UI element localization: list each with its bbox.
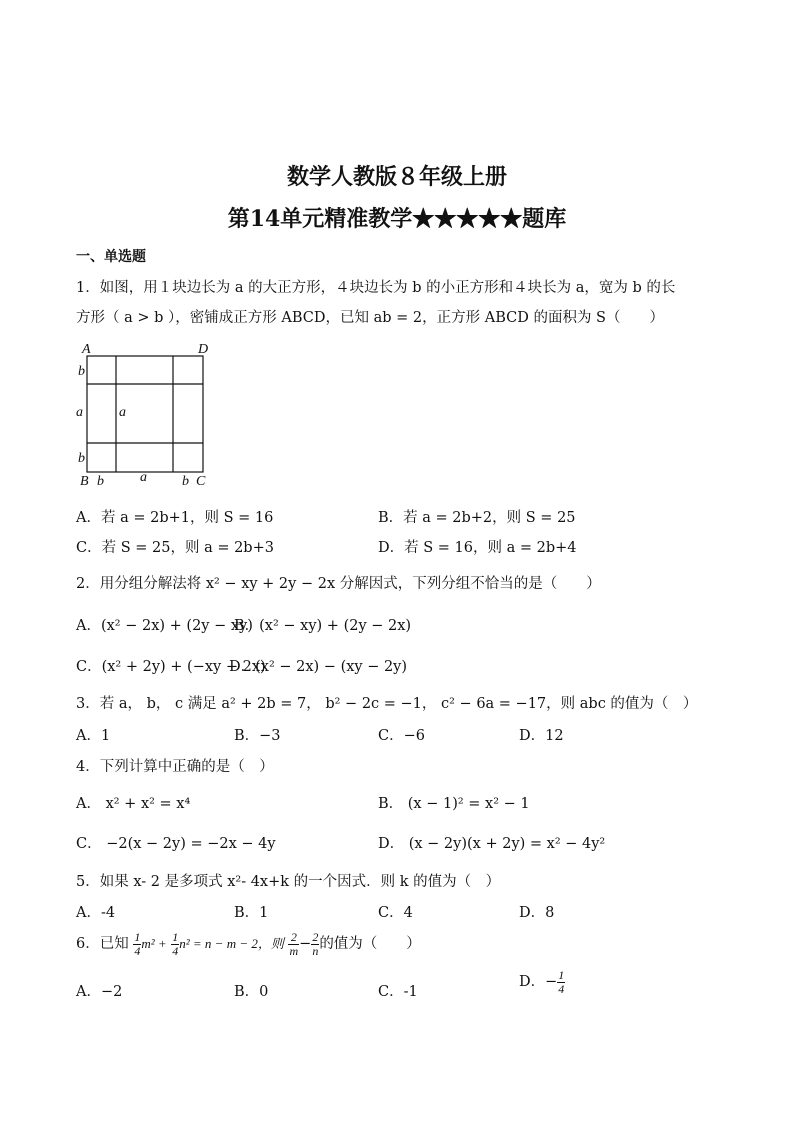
label-b-left-top: b	[78, 364, 85, 379]
q2-option-a: A．(x² − 2x) + (2y − xy)	[76, 618, 253, 634]
q4-stem: 4．下列计算中正确的是（ ）	[76, 759, 274, 775]
q6-option-c: C．-1	[378, 984, 418, 1000]
q3-option-d: D．12	[519, 728, 564, 744]
q4-option-a: A． x² + x² = x⁴	[76, 796, 191, 812]
q6-term2: n² = n − m − 2，则	[179, 936, 284, 951]
q1-stem-line1: 1．如图，用１块边长为 a 的大正方形，４块边长为 b 的小正方形和４块长为 a，宽为 b 的长	[76, 280, 676, 296]
q4-option-b: B． (x − 1)² = x² − 1	[378, 796, 530, 812]
q5-stem: 5．如果 x- 2 是多项式 x²- 4x+k 的一个因式．则 k 的值为（ ）	[76, 874, 501, 890]
label-a-left: a	[76, 405, 83, 420]
q1-square-figure	[74, 340, 224, 490]
q6-option-d	[519, 968, 565, 996]
q6-option-d-den: 4	[558, 981, 565, 996]
q3-option-c: C．−6	[378, 728, 425, 744]
q1-option-c: C．若 S = 25，则 a = 2b+3	[76, 540, 274, 556]
q6-suffix: 的值为（ ）	[319, 936, 421, 952]
q5-option-c: C．4	[378, 905, 413, 921]
q6-option-b: B．0	[234, 984, 269, 1000]
q1-option-d: D．若 S = 16，则 a = 2b+4	[378, 540, 577, 556]
q3-option-a: A．1	[76, 728, 111, 744]
q6-frac-den4: n	[312, 943, 319, 958]
q6-option-d-frac	[557, 969, 565, 996]
label-b-bottom-left: b	[97, 474, 104, 489]
q6-minus: −	[299, 936, 312, 952]
q6-frac-num2: 1	[172, 929, 179, 944]
q4-option-c: C． −2(x − 2y) = −2x − 4y	[76, 836, 276, 852]
page-subtitle: 第14单元精准教学★★★★★题库	[227, 206, 567, 232]
label-D: D	[198, 342, 209, 357]
page-title: 数学人教版８年级上册	[286, 164, 507, 190]
q2-option-d: D．(x² − 2x) − (xy − 2y)	[229, 659, 408, 675]
q2-stem: 2．用分组分解法将 x² − xy + 2y − 2x 分解因式，下列分组不恰当的是（ ）	[76, 576, 601, 592]
q6-frac-num4: 2	[312, 929, 319, 944]
q6-frac-den3: m	[289, 943, 299, 958]
q6-frac-2-m	[288, 931, 299, 958]
label-A: A	[82, 342, 91, 357]
label-a-bottom: a	[140, 470, 147, 485]
section-heading: 一、单选题	[76, 249, 146, 265]
label-a-inner: a	[119, 405, 126, 420]
q6-prefix: 6．已知	[76, 936, 129, 952]
label-b-left-bottom: b	[78, 451, 85, 466]
q1-option-b: B．若 a = 2b+2，则 S = 25	[378, 510, 576, 526]
q6-frac-num: 1	[134, 929, 141, 944]
q2-option-b: B．(x² − xy) + (2y − 2x)	[234, 618, 412, 634]
q6-frac-den2: 4	[172, 943, 179, 958]
q4-option-d: D． (x − 2y)(x + 2y) = x² − 4y²	[378, 836, 606, 852]
q5-option-d: D．8	[519, 905, 555, 921]
q6-stem	[76, 930, 421, 958]
q3-option-b: B．−3	[234, 728, 281, 744]
q6-frac-den: 4	[134, 943, 141, 958]
q5-option-b: B．1	[234, 905, 269, 921]
label-b-bottom-right: b	[182, 474, 189, 489]
q3-stem: 3．若 a， b， c 满足 a² + 2b = 7， b² − 2c = −1， c² − 6a = −17，则 abc 的值为（ ）	[76, 696, 698, 712]
q1-stem-line2: 方形（ a > b ），密铺成正方形 ABCD，已知 ab = 2，正方形 ABCD 的面积为 S（ ）	[76, 310, 664, 326]
label-B: B	[80, 474, 89, 489]
q6-frac-num3: 2	[288, 931, 299, 945]
q6-option-d-num: 1	[558, 967, 565, 982]
q5-option-a: A．-4	[76, 905, 116, 921]
q2-option-c: C．(x² + 2y) + (−xy − 2x)	[76, 659, 266, 675]
q6-term1: m² +	[141, 936, 167, 951]
q6-option-d-prefix: D．−	[519, 974, 558, 990]
label-C: C	[196, 474, 206, 489]
q6-option-a: A．−2	[76, 984, 123, 1000]
q1-option-a: A．若 a = 2b+1，则 S = 16	[76, 510, 274, 526]
